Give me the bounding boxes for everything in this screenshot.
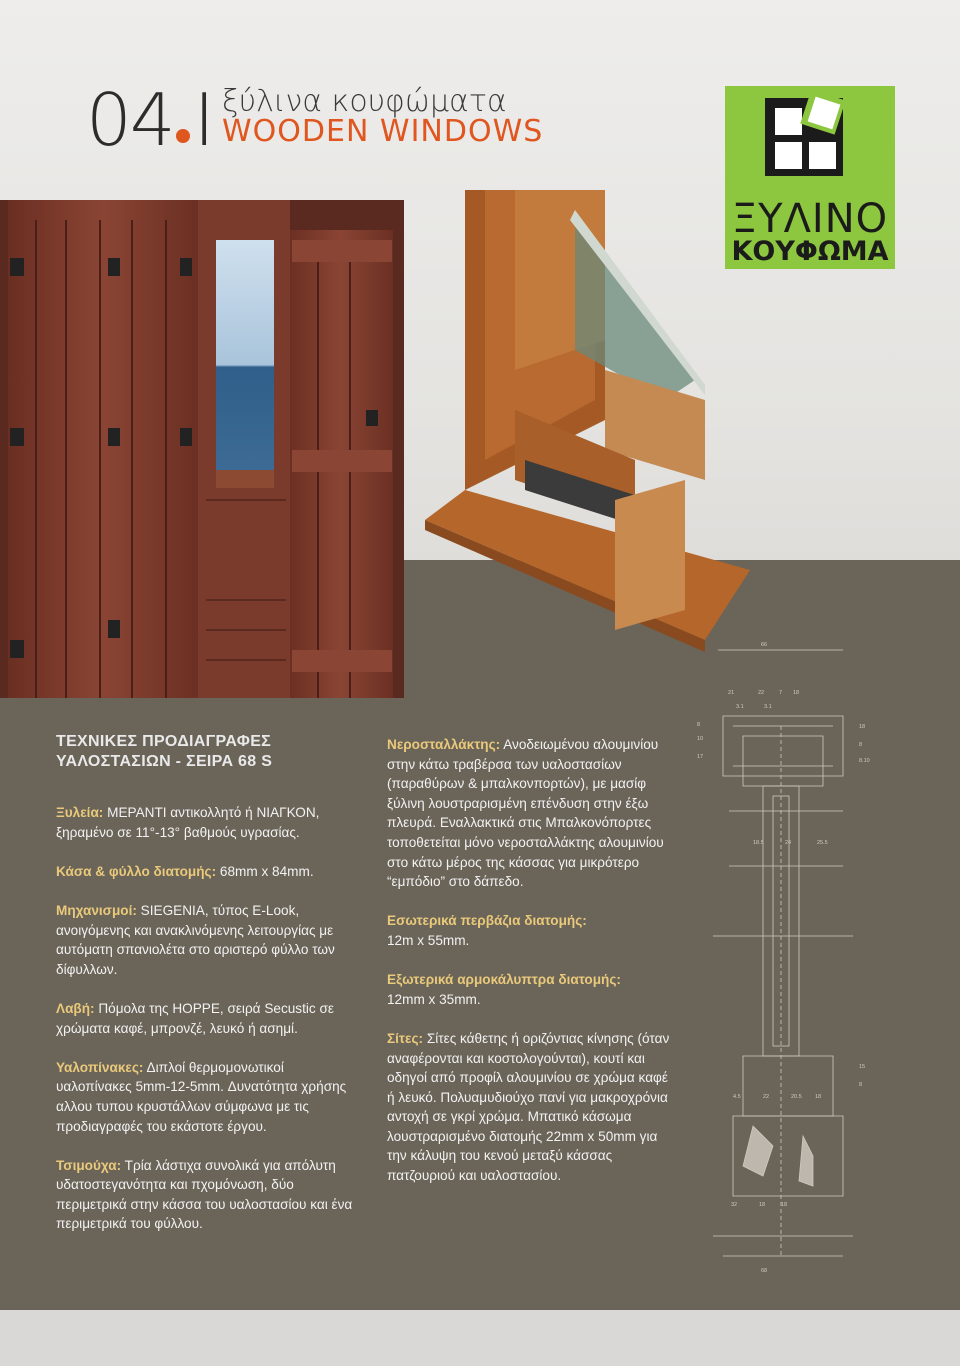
spec-text: 68mm x 84mm.	[216, 863, 314, 879]
spec-text: Σίτες κάθετης ή οριζόντιας κίνησης (όταν αναφέρονται και κοστολογούνται), κουτί και οδηγοί από προφίλ αλουμινίου σε χρώμα καφέ ή λευκό. Πολυαμυδιούχο πανί για μακροχρόνια αντοχή σε γκρί χρώμα. Μπατικό κάσωμα λουστραρισμένο διατομής 22mm x 50mm για την κάλυψη του κενού μεταξύ κάσσας πατζουριού και υαλοστασίου.	[387, 1030, 670, 1184]
spec-item-inner-sills	[387, 911, 677, 950]
spec-text: Πόμολα της HOPPE, σειρά Secustic σε χρώματα καφέ, μπρονζέ, λευκό ή ασημί.	[56, 1000, 334, 1036]
spec-text: 12m x 55mm.	[387, 932, 470, 948]
dim-label: 18	[815, 1094, 822, 1100]
dim-label: 8.10	[859, 758, 870, 764]
logo-text-line1: ΞΥΛΙΝΟ	[731, 196, 889, 242]
spec-item-handle	[56, 999, 356, 1038]
dim-label: 7	[779, 690, 783, 696]
window-section-photo	[405, 190, 775, 660]
spec-title-line2: ΥΑΛΟΣΤΑΣΙΩΝ - ΣΕΙΡΑ 68 S	[56, 753, 273, 770]
dim-label: 4.5	[733, 1094, 741, 1100]
spec-item-seals	[56, 1156, 356, 1234]
spec-text: Τρία λάστιχα συνολικά για απόλυτη υδατοστεγανότητα και πχομόνωση, δύο περιμετρικά στην κάσσα του υαλοστασίου και ένα περιμετρικά του φύλλου.	[56, 1157, 353, 1232]
spec-label: Λαβή:	[56, 1000, 95, 1016]
spec-text: Διπλοί θερμομονωτικοί υαλοπίνακες 5mm-12-5mm. Δυνατότητα χρήσης αλλου τυπου κρυστάλλων σύμφωνα με τις προδιαγραφές του εκάστοτε έργου.	[56, 1059, 347, 1134]
spec-label: Κάσα & φύλλο διατομής:	[56, 863, 217, 879]
dim-label: 21	[728, 690, 735, 696]
dim-label: 18	[759, 1202, 766, 1208]
spec-label: Ξυλεία:	[56, 805, 104, 820]
dim-label: 8	[859, 742, 863, 748]
dim-label: 32	[731, 1202, 738, 1208]
dim-label: 3.1	[736, 704, 744, 710]
dim-label: 22	[758, 690, 765, 696]
dim-label: 3.1	[764, 704, 772, 710]
spec-text: ΜΕΡΑΝΤΙ αντικολλητό ή ΝΙΑΓΚΟΝ, ξηραμένο σε 11°-13° βαθμούς υγρασίας.	[56, 805, 320, 840]
spec-item-wood	[56, 803, 356, 842]
spec-column-left	[56, 803, 356, 1254]
dim-label: 22	[763, 1094, 770, 1100]
shutter-photo	[0, 200, 404, 698]
dim-label: 17	[697, 754, 704, 760]
spec-item-screens	[387, 1029, 677, 1186]
dim-label: 25.5	[817, 840, 828, 846]
spec-title	[56, 732, 272, 772]
technical-drawing	[693, 636, 873, 1286]
dim-label: 18.5	[753, 840, 764, 846]
spec-item-outer-trim	[387, 970, 677, 1009]
dim-label: 8	[859, 1082, 863, 1088]
spec-text: Ανοδειωμένου αλουμινίου στην κάτω τραβέρσα των υαλοστασίων (παραθύρων & μπαλκονπορτών), με μασίφ ξύλινη λουστραρισμένη επένδυση στην έξω πλευρά. Εναλλακτικά στις Μπαλκονόπορτες τοποθετείται μόνο νεροσταλλάκτης αλουμινίου στο κάτω μέρος της κάσσας για μικρότερο “εμπόδιο” στο δάπεδο.	[387, 737, 664, 890]
spec-text: 12mm x 35mm.	[387, 991, 481, 1007]
logo-text-line2: ΚΟΥΦΩΜΑ	[731, 236, 889, 267]
dim-bottom-width: 68	[761, 1268, 768, 1274]
spec-label: Νεροσταλλάκτης:	[387, 737, 501, 752]
section-number: 04 I	[86, 78, 213, 162]
spec-column-right	[387, 735, 677, 1205]
dim-label: 24	[785, 840, 792, 846]
dim-top-width: 66	[761, 642, 768, 648]
spec-item-frame	[56, 862, 356, 882]
spec-label: Υαλοπίνακες:	[56, 1059, 144, 1075]
title-greek: ξύλινα κουφώματα	[222, 84, 507, 119]
section-number-dot	[176, 129, 190, 143]
dim-label: 18	[793, 690, 800, 696]
dim-label: 18	[859, 724, 866, 730]
dim-label: 15	[859, 1064, 866, 1070]
spec-label: Εξωτερικά αρμοκάλυπτρα διατομής:	[387, 972, 621, 988]
spec-item-glass	[56, 1058, 356, 1136]
spec-title-line1: ΤΕΧΝΙΚΕΣ ΠΡΟΔΙΑΓΡΑΦΕΣ	[56, 733, 272, 750]
title-english: WOODEN WINDOWS	[222, 114, 544, 149]
spec-text: SIEGENIA, τύπος E-Look, ανοιγόμενης και ανακλινόμενης λειτουργίας με αυτόματη σπανιολέτα στο αριστερό φύλλο των δίφυλλων.	[56, 902, 335, 977]
page-footer-strip	[0, 1310, 960, 1366]
dim-label: 8	[697, 722, 701, 728]
spec-label: Μηχανισμοί:	[56, 902, 137, 918]
dim-label: 10	[697, 736, 704, 742]
spec-item-mechanisms	[56, 901, 356, 979]
spec-item-drip	[387, 735, 677, 892]
spec-label: Εσωτερικά περβάζια διατομής:	[387, 913, 587, 929]
spec-label: Σίτες:	[387, 1030, 424, 1046]
dim-label: 18	[781, 1202, 788, 1208]
window-logo-icon	[765, 90, 851, 176]
spec-label: Τσιμούχα:	[56, 1157, 122, 1173]
dim-label: 20.5	[791, 1094, 802, 1100]
